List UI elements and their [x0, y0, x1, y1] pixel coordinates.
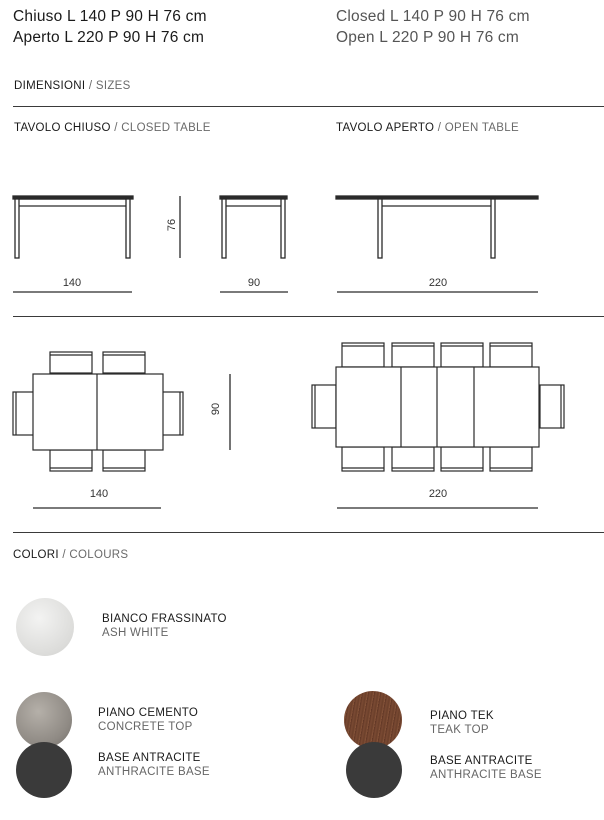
closed-table-side-view: [220, 196, 287, 258]
separator: /: [85, 80, 96, 92]
separator: /: [434, 122, 445, 134]
plan-depth-label: 90: [210, 402, 222, 416]
colour-name-en: ANTHRACITE BASE: [430, 769, 542, 781]
open-plan-chairs: [312, 343, 564, 471]
sizes-title-en: SIZES: [95, 80, 131, 92]
colour-name-en: ASH WHITE: [102, 627, 169, 639]
colour-name-en: ANTHRACITE BASE: [98, 766, 210, 778]
divider: [13, 316, 604, 317]
colour-name: BASE ANTRACITE: [98, 752, 201, 764]
closed-title-en: CLOSED TABLE: [121, 122, 211, 134]
plan-closed-length-label: 140: [89, 488, 109, 500]
separator: /: [110, 122, 122, 134]
teak-swatch: [344, 691, 402, 749]
colour-name: PIANO TEK: [430, 710, 494, 722]
concrete-swatch: [16, 692, 72, 748]
colours-title-en: COLOURS: [69, 549, 129, 561]
spec-open-en: Open L 220 P 90 H 76 cm: [336, 29, 519, 46]
colour-name-en: CONCRETE TOP: [98, 721, 193, 733]
sizes-section-title: [14, 80, 131, 92]
colours-title-it: COLORI: [13, 549, 59, 561]
plan-open-length-label: 220: [428, 488, 448, 500]
closed-plan-top: [33, 374, 163, 450]
sizes-title-it: DIMENSIONI: [14, 80, 86, 92]
closed-title-it: TAVOLO CHIUSO: [14, 122, 111, 134]
colour-name-en: TEAK TOP: [430, 724, 489, 736]
colours-section-title: [13, 549, 128, 561]
anthracite-swatch: [346, 742, 402, 798]
colour-name: PIANO CEMENTO: [98, 707, 199, 719]
closed-length-label: 140: [62, 277, 82, 289]
spec-open-it: Aperto L 220 P 90 H 76 cm: [13, 29, 205, 46]
spec-closed-it: Chiuso L 140 P 90 H 76 cm: [13, 8, 207, 25]
closed-plan-chairs: [13, 352, 183, 471]
colour-name: BASE ANTRACITE: [430, 755, 533, 767]
open-plan-top: [336, 367, 539, 447]
open-length-label: 220: [428, 277, 448, 289]
open-table-title: [336, 122, 519, 134]
open-table-front-view: [336, 196, 538, 258]
height-label: 76: [166, 218, 178, 232]
divider: [13, 106, 604, 107]
divider: [13, 532, 604, 533]
separator: /: [58, 549, 70, 561]
depth-label: 90: [247, 277, 261, 289]
spec-closed-en: Closed L 140 P 90 H 76 cm: [336, 8, 530, 25]
anthracite-swatch: [16, 742, 72, 798]
ash-white-swatch: [16, 598, 74, 656]
closed-table-title: [14, 122, 211, 134]
open-title-en: OPEN TABLE: [444, 122, 519, 134]
colour-name: BIANCO FRASSINATO: [102, 613, 227, 625]
open-title-it: TAVOLO APERTO: [336, 122, 435, 134]
closed-table-front-view: [13, 196, 133, 258]
